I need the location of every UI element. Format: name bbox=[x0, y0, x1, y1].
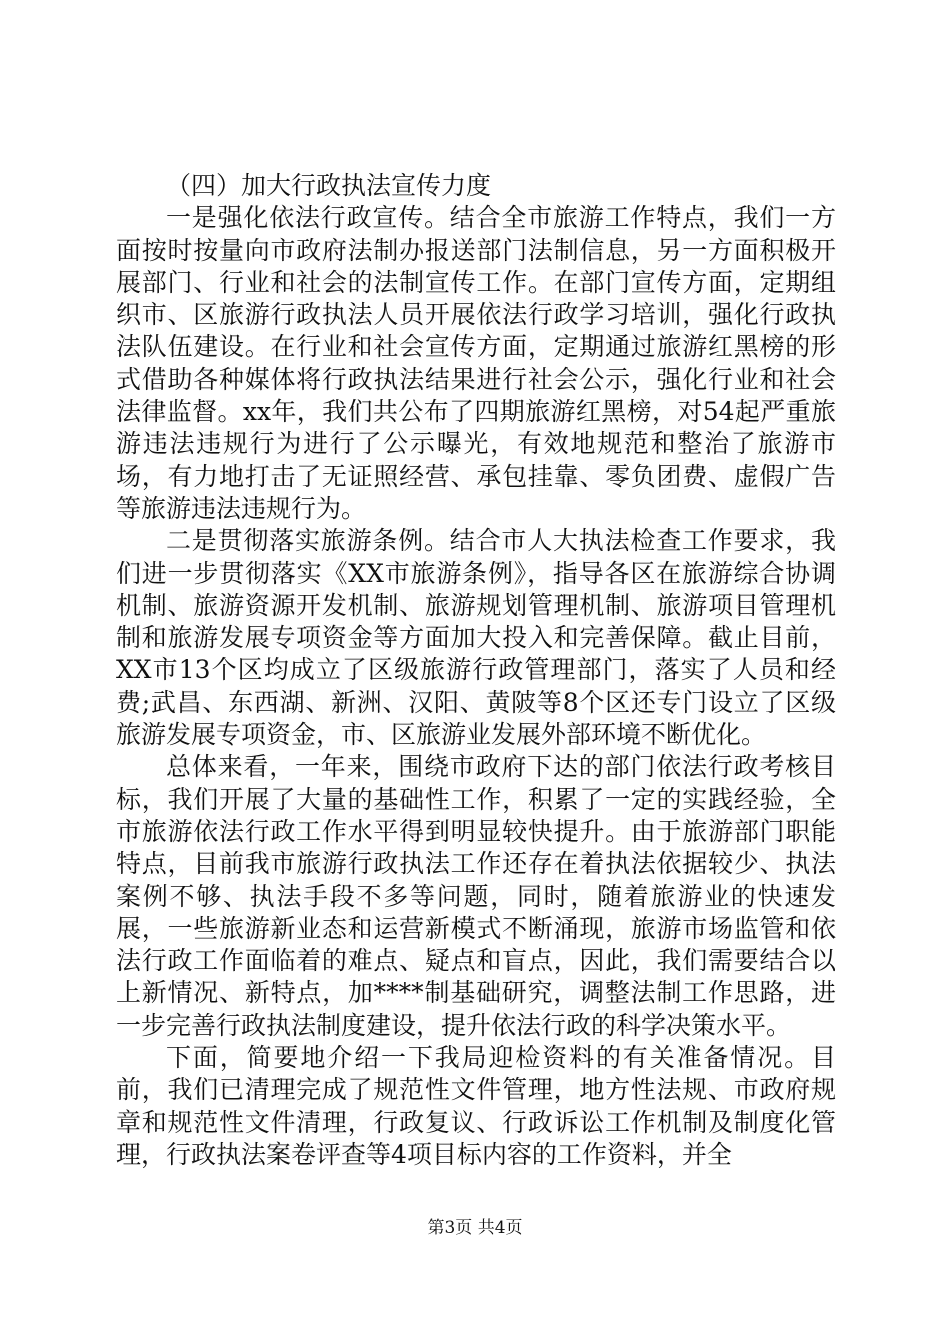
paragraph-regulations: 二是贯彻落实旅游条例。结合市人大执法检查工作要求，我们进一步贯彻落实《XX市旅游条例》，指导各区在旅游综合协调机制、旅游资源开发机制、旅游规划管理机制、旅游项目管理机制和旅游发展专项资金等方面加大投入和完善保障。截止目前，XX市13个区均成立了区级旅游行政管理部门，落实了人员和经费;武昌、东西湖、新洲、汉阳、黄陂等8个区还专门设立了区级旅游发展专项资金，市、区旅游业发展外部环境不断优化。 bbox=[116, 526, 836, 750]
paragraph-summary: 总体来看，一年来，围绕市政府下达的部门依法行政考核目标，我们开展了大量的基础性工作，积累了一定的实践经验，全市旅游依法行政工作水平得到明显较快提升。由于旅游部门职能特点，目前我市旅游行政执法工作还存在着执法依据较少、执法案例不够、执法手段不多等问题，同时，随着旅游业的快速发展，一些旅游新业态和运营新模式不断涌现，旅游市场监管和依法行政工作面临着的难点、疑点和盲点，因此，我们需要结合以上新情况、新特点，加****制基础研究，调整法制工作思路，进一步完善行政执法制度建设，提升依法行政的科学决策水平。 bbox=[116, 752, 836, 1040]
document-body bbox=[116, 170, 836, 1171]
paragraph-publicity: 一是强化依法行政宣传。结合全市旅游工作特点，我们一方面按时按量向市政府法制办报送部门法制信息，另一方面积极开展部门、行业和社会的法制宣传工作。在部门宣传方面，定期组织市、区旅游行政执法人员开展依法行政学习培训，强化行政执法队伍建设。在行业和社会宣传方面，定期通过旅游红黑榜的形式借助各种媒体将行政执法结果进行社会公示，强化行业和社会法律监督。xx年，我们共公布了四期旅游红黑榜，对54起严重旅游违法违规行为进行了公示曝光，有效地规范和整治了旅游市场，有力地打击了无证照经营、承包挂靠、零负团费、虚假广告等旅游违法违规行为。 bbox=[116, 203, 836, 523]
page-footer: 第3页 共4页 bbox=[427, 1218, 523, 1238]
section-heading: （四）加大行政执法宣传力度 bbox=[166, 171, 492, 200]
paragraph-materials: 下面，简要地介绍一下我局迎检资料的有关准备情况。目前，我们已清理完成了规范性文件管理，地方性法规、市政府规章和规范性文件清理，行政复议、行政诉讼工作机制及制度化管理，行政执法案卷评查等4项目标内容的工作资料，并全 bbox=[116, 1043, 836, 1169]
